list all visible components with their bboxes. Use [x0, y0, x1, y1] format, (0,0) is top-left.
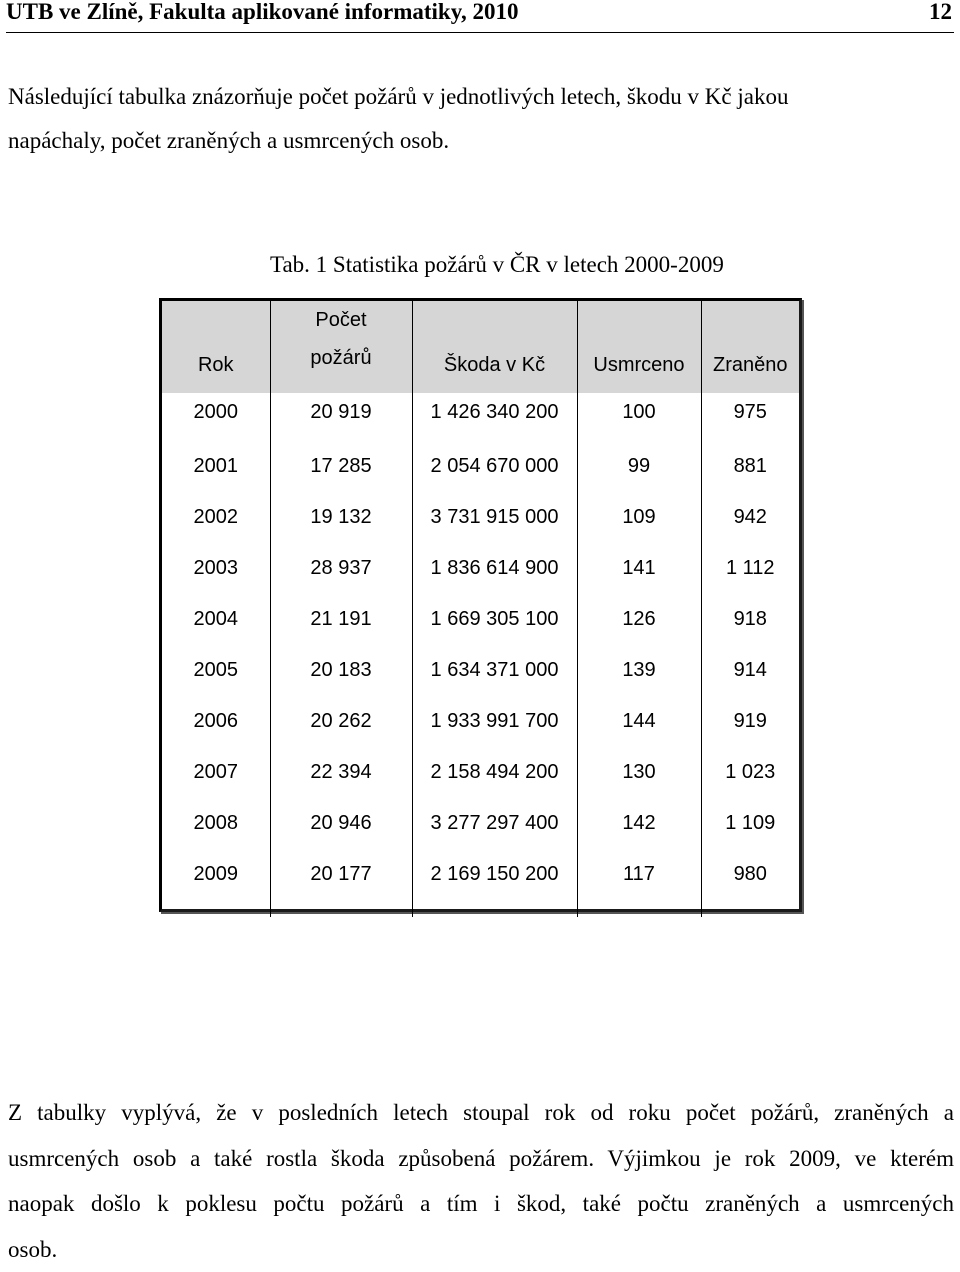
cell-zraneno: 881: [701, 451, 799, 502]
col-header-zraneno: [701, 301, 799, 393]
col-header-skoda: [412, 301, 577, 393]
col-header-pocet-line2: požárů: [271, 339, 412, 377]
table-header-row: [162, 301, 799, 393]
table-row: [162, 706, 799, 757]
cell-zraneno: 975: [701, 393, 799, 451]
table-row: [162, 655, 799, 706]
col-header-usmrceno: [577, 301, 701, 393]
conclusion-line-2: usmrcených osob a také rostla škoda způsobená požárem. Výjimkou je rok 2009, ve kterém: [8, 1136, 954, 1182]
table-row: [162, 502, 799, 553]
cell-zraneno: 914: [701, 655, 799, 706]
cell-skoda: 1 933 991 700: [412, 706, 577, 757]
cell-pocet: 17 285: [270, 451, 412, 502]
cell-skoda: 1 836 614 900: [412, 553, 577, 604]
conclusion-paragraph: [8, 1090, 954, 1272]
cell-rok: 2008: [162, 808, 270, 859]
table-body: [162, 393, 799, 917]
cell-pocet: 20 177: [270, 859, 412, 917]
cell-zraneno: 942: [701, 502, 799, 553]
cell-rok: 2004: [162, 604, 270, 655]
cell-pocet: 20 946: [270, 808, 412, 859]
cell-usmrceno: 142: [577, 808, 701, 859]
cell-pocet: 28 937: [270, 553, 412, 604]
table-row: [162, 808, 799, 859]
table-row: [162, 604, 799, 655]
intro-line-1: Následující tabulka znázorňuje počet požárů v jednotlivých letech, škodu v Kč jakou: [8, 84, 788, 110]
cell-pocet: 20 919: [270, 393, 412, 451]
col-header-usmrceno-label: Usmrceno: [593, 354, 684, 376]
cell-zraneno: 918: [701, 604, 799, 655]
conclusion-line-4: osob.: [8, 1227, 954, 1272]
col-header-rok-label: Rok: [198, 354, 234, 376]
cell-usmrceno: 100: [577, 393, 701, 451]
col-header-pocet-line1: Počet: [271, 301, 412, 339]
table: [162, 301, 799, 917]
cell-zraneno: 1 023: [701, 757, 799, 808]
cell-usmrceno: 130: [577, 757, 701, 808]
cell-pocet: 20 262: [270, 706, 412, 757]
cell-skoda: 2 169 150 200: [412, 859, 577, 917]
conclusion-line-1: Z tabulky vyplývá, že v posledních letech stoupal rok od roku počet požárů, zraněných a: [8, 1090, 954, 1136]
cell-usmrceno: 109: [577, 502, 701, 553]
cell-rok: 2005: [162, 655, 270, 706]
cell-usmrceno: 126: [577, 604, 701, 655]
cell-zraneno: 980: [701, 859, 799, 917]
table-row: [162, 451, 799, 502]
cell-rok: 2006: [162, 706, 270, 757]
col-header-skoda-label: Škoda v Kč: [444, 354, 545, 376]
cell-usmrceno: 99: [577, 451, 701, 502]
cell-pocet: 20 183: [270, 655, 412, 706]
cell-rok: 2003: [162, 553, 270, 604]
cell-usmrceno: 117: [577, 859, 701, 917]
cell-usmrceno: 139: [577, 655, 701, 706]
page-number: 12: [929, 0, 952, 25]
cell-skoda: 1 634 371 000: [412, 655, 577, 706]
cell-rok: 2001: [162, 451, 270, 502]
cell-zraneno: 1 112: [701, 553, 799, 604]
cell-usmrceno: 141: [577, 553, 701, 604]
cell-pocet: 19 132: [270, 502, 412, 553]
cell-skoda: 2 158 494 200: [412, 757, 577, 808]
table-row: [162, 757, 799, 808]
cell-pocet: 21 191: [270, 604, 412, 655]
table-row: [162, 859, 799, 917]
cell-usmrceno: 144: [577, 706, 701, 757]
cell-skoda: 1 426 340 200: [412, 393, 577, 451]
cell-skoda: 3 731 915 000: [412, 502, 577, 553]
intro-line-2: napáchaly, počet zraněných a usmrcených osob.: [8, 128, 449, 154]
col-header-zraneno-label: Zraněno: [713, 354, 788, 376]
fire-statistics-table: [159, 298, 802, 912]
table-row: [162, 393, 799, 451]
table-row: [162, 553, 799, 604]
cell-rok: 2002: [162, 502, 270, 553]
conclusion-line-3: naopak došlo k poklesu počtu požárů a tím i škod, také počtu zraněných a usmrcených: [8, 1181, 954, 1227]
cell-rok: 2009: [162, 859, 270, 917]
cell-skoda: 1 669 305 100: [412, 604, 577, 655]
col-header-rok: [162, 301, 270, 393]
cell-pocet: 22 394: [270, 757, 412, 808]
col-header-pocet: [270, 301, 412, 393]
page-header: [6, 0, 954, 33]
cell-skoda: 3 277 297 400: [412, 808, 577, 859]
cell-rok: 2007: [162, 757, 270, 808]
cell-zraneno: 1 109: [701, 808, 799, 859]
cell-zraneno: 919: [701, 706, 799, 757]
header-title: UTB ve Zlíně, Fakulta aplikované informatiky, 2010: [6, 0, 518, 25]
cell-skoda: 2 054 670 000: [412, 451, 577, 502]
table-caption: Tab. 1 Statistika požárů v ČR v letech 2000-2009: [270, 252, 724, 278]
cell-rok: 2000: [162, 393, 270, 451]
